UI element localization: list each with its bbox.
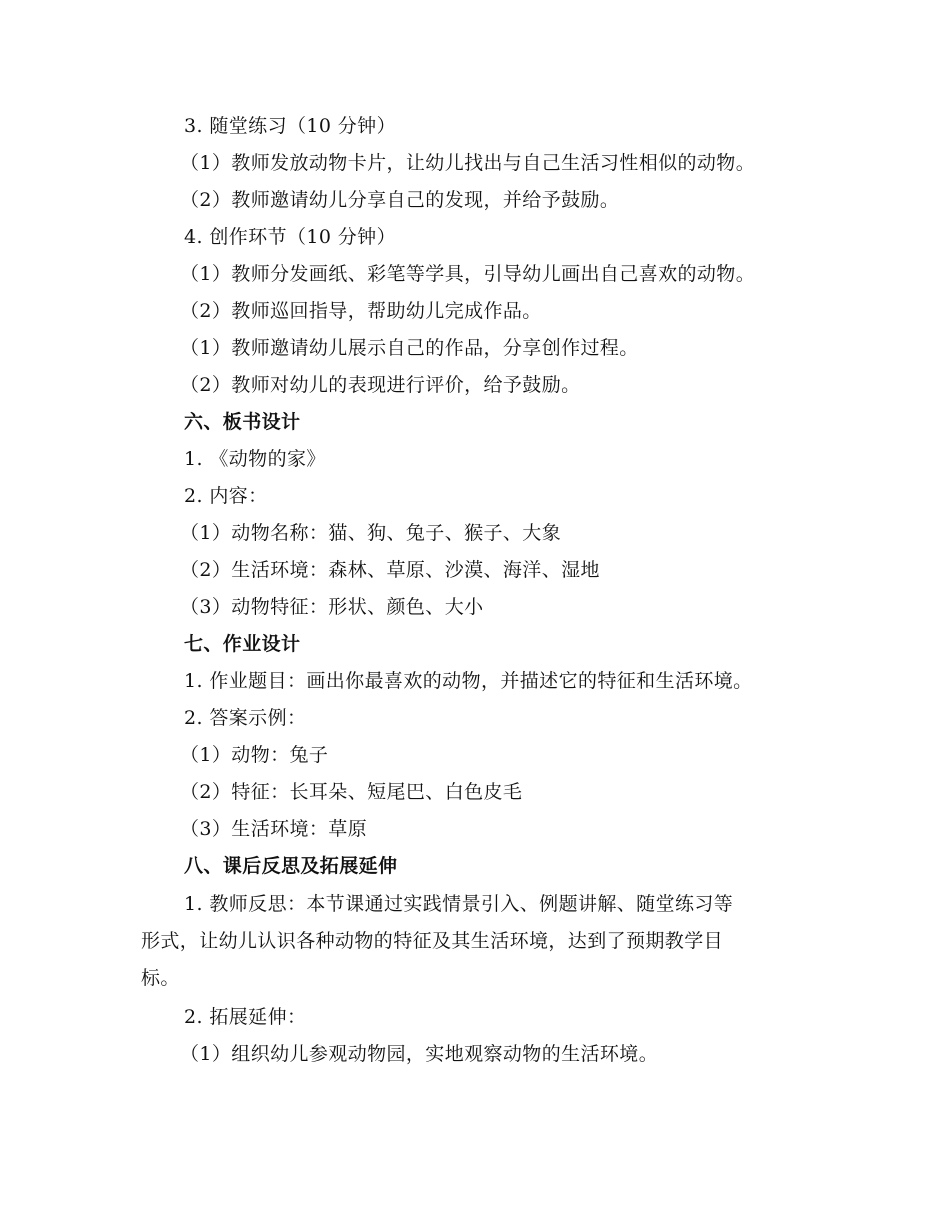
list-item: （2）特征：长耳朵、短尾巴、白色皮毛 bbox=[180, 781, 523, 803]
list-item: （1）教师邀请幼儿展示自己的作品，分享创作过程。 bbox=[180, 337, 639, 359]
list-item: 1. 作业题目：画出你最喜欢的动物，并描述它的特征和生活环境。 bbox=[184, 670, 753, 692]
section-item-creation: 4. 创作环节（10 分钟） bbox=[184, 226, 396, 248]
heading-reflection-extension: 八、课后反思及拓展延伸 bbox=[184, 855, 398, 877]
list-item: （1）教师发放动物卡片，让幼儿找出与自己生活习性相似的动物。 bbox=[180, 152, 756, 174]
section-item-practice: 3. 随堂练习（10 分钟） bbox=[184, 115, 396, 137]
list-item: （2）教师巡回指导，帮助幼儿完成作品。 bbox=[180, 300, 542, 322]
list-item: 2. 答案示例： bbox=[184, 707, 307, 729]
list-item: （3）生活环境：草原 bbox=[180, 818, 368, 840]
paragraph-line: 标。 bbox=[141, 967, 180, 989]
list-item: 2. 拓展延伸： bbox=[184, 1006, 307, 1028]
list-item: （1）动物：兔子 bbox=[180, 744, 329, 766]
list-item: （2）教师邀请幼儿分享自己的发现，并给予鼓励。 bbox=[180, 189, 620, 211]
list-item: （3）动物特征：形状、颜色、大小 bbox=[180, 596, 484, 618]
list-item: （2）生活环境：森林、草原、沙漠、海洋、湿地 bbox=[180, 559, 600, 581]
heading-homework-design: 七、作业设计 bbox=[184, 633, 301, 655]
heading-blackboard-design: 六、板书设计 bbox=[184, 411, 301, 433]
list-item: 1. 《动物的家》 bbox=[184, 448, 326, 470]
list-item: （1）组织幼儿参观动物园，实地观察动物的生活环境。 bbox=[180, 1043, 659, 1065]
list-item: 2. 内容： bbox=[184, 485, 268, 507]
list-item: （1）动物名称：猫、狗、兔子、猴子、大象 bbox=[180, 522, 562, 544]
list-item: （2）教师对幼儿的表现进行评价，给予鼓励。 bbox=[180, 374, 581, 396]
paragraph-line: 形式，让幼儿认识各种动物的特征及其生活环境，达到了预期教学目 bbox=[141, 930, 724, 952]
list-item: （1）教师分发画纸、彩笔等学具，引导幼儿画出自己喜欢的动物。 bbox=[180, 263, 756, 285]
paragraph-line: 1. 教师反思：本节课通过实践情景引入、例题讲解、随堂练习等 bbox=[184, 893, 734, 915]
